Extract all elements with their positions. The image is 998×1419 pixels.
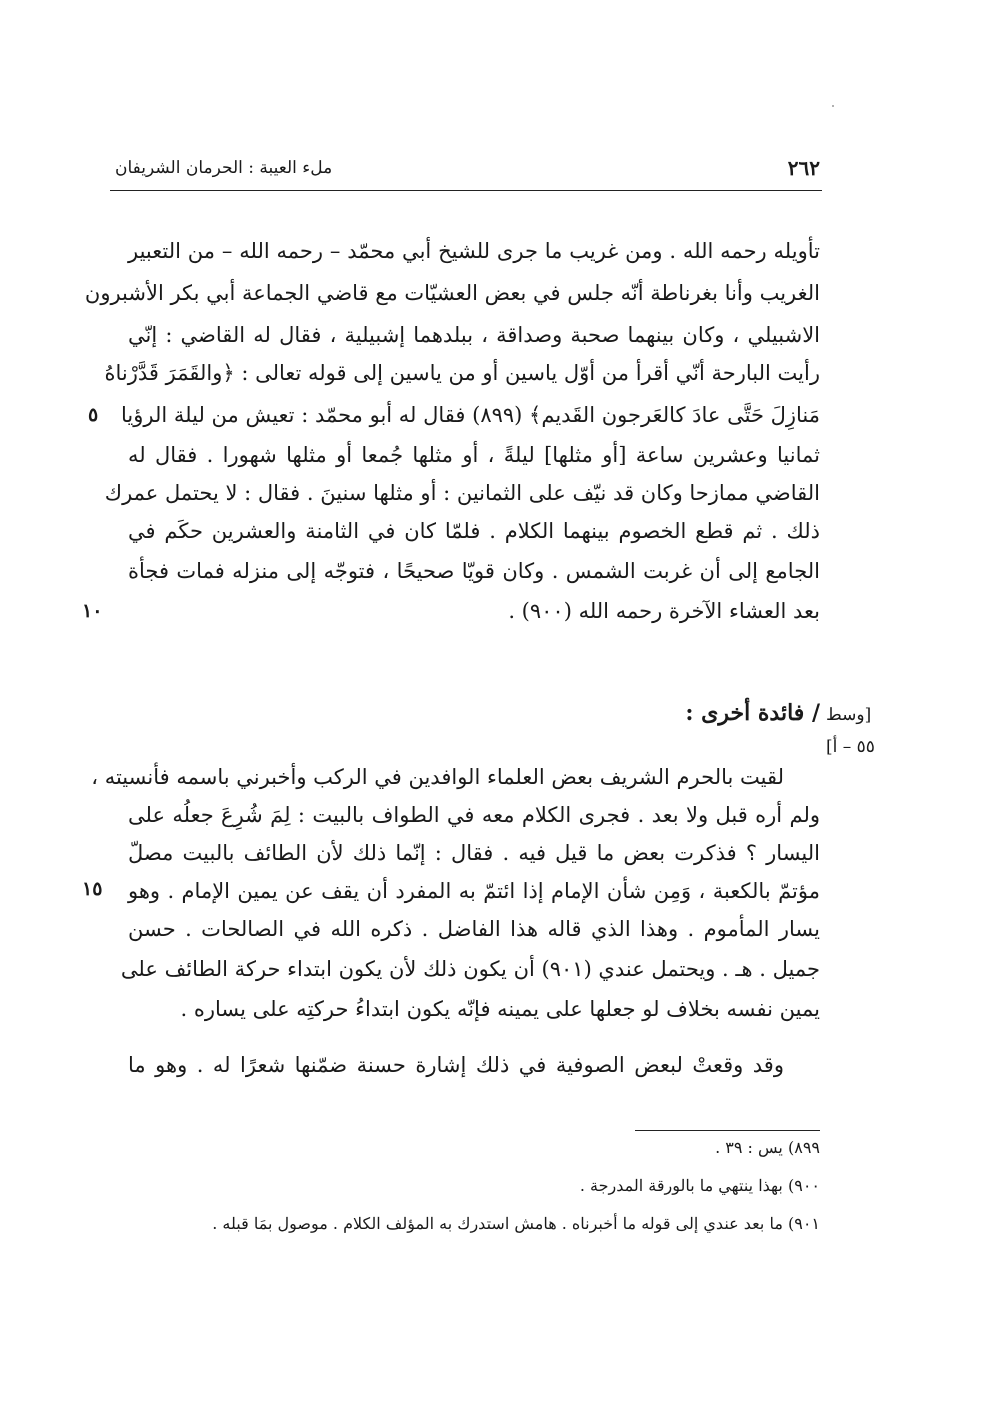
text-line: يمين نفسه بخلاف لو جعلها على يمينه فإنّه يكون ابتداءُ حركتِه على يساره . [180, 997, 820, 1021]
line-number: ١٠ [82, 600, 103, 622]
text-line: القاضي ممازحا وكان قد نيّف على الثمانين : أو مثلها سنينَ . فقال : لا يحتمل عمرك [104, 481, 820, 505]
text-line: الغريب وأنا بغرناطة أنّه جلس في بعض العشيّات مع قاضي الجماعة أبي بكر الأشبرون [84, 281, 820, 305]
footnote: ٨٩٩) يس : ٣٩ . [715, 1138, 820, 1157]
text-line: يسار المأموم . وهذا الذي قاله هذا الفاضل . ذكره الله في الصالحات . حسن [128, 917, 820, 941]
text-line: لقيت بالحرم الشريف بعض العلماء الوافدين في الركب وأخبرني باسمه فأنسيته ، [91, 765, 784, 789]
text-line: ثمانيا وعشرين ساعة [أو مثلها] ليلةً ، أو مثلها جُمعا أو مثلها شهورا . فقال له [128, 443, 821, 467]
header-rule [110, 190, 822, 191]
text-line: مؤتمّ بالكعبة ، وَمِن شأن الإمام إذا ائتمّ به المفرد أن يقف عن يمين الإمام . وهو [128, 879, 820, 903]
text-line: اليسار ؟ فذكرت بعض ما قيل فيه . فقال : إنّما ذلك لأن الطائف بالبيت مصلّ [128, 841, 820, 865]
text-line: الاشبيلي ، وكان بينهما صحبة وصداقة ، ببلدهما إشبيلية ، فقال له القاضي : إنّي [128, 323, 820, 347]
text-line: جميل . هـ . ويحتمل عندي (٩٠١) أن يكون ذلك لأن يكون ابتداء حركة الطائف على [120, 957, 820, 981]
line-number: ٥ [88, 404, 99, 426]
margin-note: ٥٥ – أ] [826, 737, 875, 757]
running-title: ملء العيبة : الحرمان الشريفان [115, 158, 333, 178]
text-line: مَنازِلَ حَتَّى عادَ كالعَرجون القَديم﴾ (٨٩٩) فقال له أبو محمّد : تعيش من ليلة الرؤيا [121, 403, 820, 427]
text-line: ولم أره قبل ولا بعد . فجرى الكلام معه في الطواف بالبيت : لِمَ شُرِعَ جعلُه على [128, 803, 820, 827]
text-line: ذلك . ثم قطع الخصوم بينهما الكلام . فلمّا كان في الثامنة والعشرين حكَم في [128, 519, 820, 543]
footnote: ٩٠٠) بهذا ينتهي ما بالورقة المدرجة . [579, 1176, 820, 1195]
text-line: الجامع إلى أن غربت الشمس . وكان قويّا صحيحًا ، فتوجّه إلى منزله فمات فجأة [128, 559, 820, 583]
footnote: ٩٠١) ما بعد عندي إلى قوله ما أخبرناه . هامش استدرك به المؤلف الكلام . موصول بمَا قبله . [212, 1214, 820, 1233]
scan-speck [832, 105, 834, 107]
margin-note: [وسط [826, 705, 872, 725]
text-line: بعد العشاء الآخرة رحمه الله (٩٠٠) . [508, 599, 820, 623]
text-line: رأيت البارحة أنّي أقرأ من أوّل ياسين أو من ياسين إلى قوله تعالى : ﴿والقَمَرَ قَدَّرْناهُ [104, 361, 820, 385]
section-title: / فائدة أخرى : [685, 700, 820, 726]
text-line: وقد وقعتْ لبعض الصوفية في ذلك إشارة حسنة ضمّنها شعرًا له . وهو ما [128, 1053, 784, 1077]
text-line: تأويله رحمه الله . ومن غريب ما جرى للشيخ أبي محمّد – رحمه الله – من التعبير [128, 239, 820, 263]
line-number: ١٥ [82, 878, 103, 900]
page-number: ٢٦٢ [787, 156, 820, 180]
footnote-rule [635, 1130, 820, 1131]
